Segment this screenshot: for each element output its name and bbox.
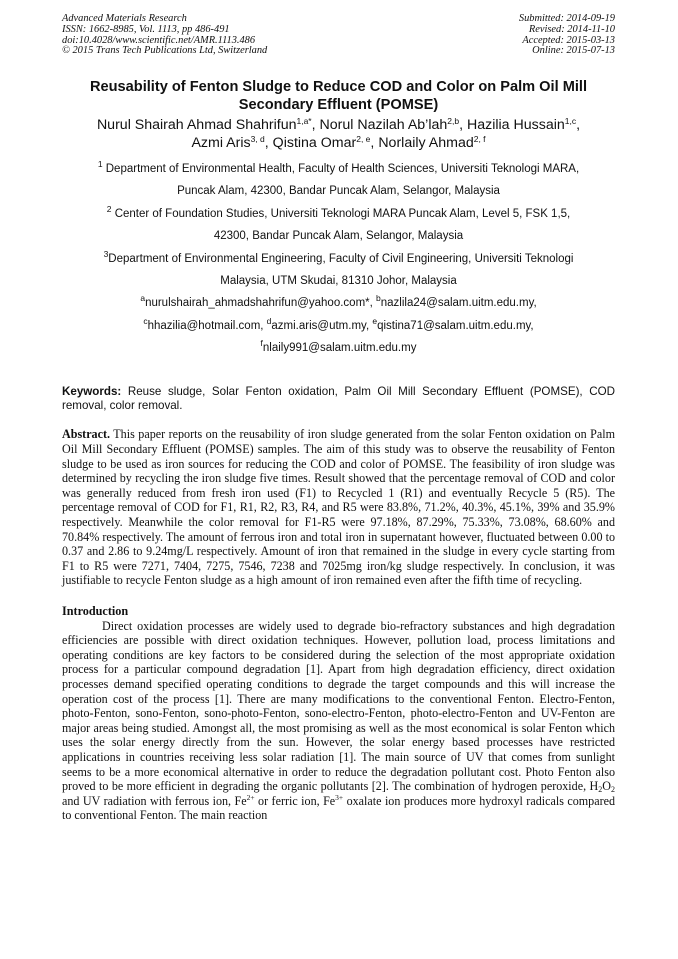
email-line: $^a$nurulshairah_ahmadshahrifun@yahoo.com*, $^b$nazlila24@salam.uitm.edu.my,: [140, 293, 537, 310]
author-sup: 3, d: [250, 134, 265, 144]
email-sup: e: [372, 315, 378, 326]
intro-text: or ferric ion, Fe: [254, 793, 336, 808]
journal-info: [62, 14, 267, 57]
affiliation-line: 42300, Bandar Puncak Alam, Selangor, Malaysia: [213, 230, 464, 243]
submitted-date: Submitted: 2014-09-19: [518, 13, 615, 24]
author-sup: 1,a*: [296, 116, 312, 126]
email-list: [62, 292, 615, 359]
affiliation-text: Department of Environmental Engineering, Faculty of Civil Engineering, Universiti Teknologi: [108, 252, 574, 265]
affiliation-line: [62, 203, 615, 225]
intro-text: oxalate ion produces more hydroxyl radicals compared to conventional Fenton. The main reaction: [62, 793, 616, 823]
affiliation-1: [62, 158, 615, 203]
accepted-date: Accepted: 2015-03-13: [522, 34, 615, 46]
author-name: Nurul Shairah Ahmad Shahrifun: [96, 117, 297, 133]
email-a: nurulshairah_ahmadshahrifun@yahoo.com*: [145, 297, 370, 310]
paper-title: [62, 78, 615, 114]
issn-line: ISSN: 1662-8985, Vol. 1113, pp 486-491: [62, 23, 230, 35]
keywords-text: Reuse sludge, Solar Fenton oxidation, Palm Oil Mill Secondary Effluent (POMSE), COD removal, color removal.: [62, 384, 615, 413]
abstract-section: [62, 427, 615, 588]
journal-name: Advanced Materials Research: [62, 13, 187, 24]
author-line: Nurul Shairah Ahmad Shahrifun$^{1,a*}$, Norul Nazilah Ab’lah$^{2,b}$, Hazilia Hussain$^{1,c}$,: [96, 116, 581, 133]
affiliation-line: [62, 248, 615, 270]
email-d: azmi.aris@utm.my: [271, 319, 366, 332]
doi-line: doi:10.4028/www.scientific.net/AMR.1113.486: [62, 34, 256, 46]
author-name: Hazilia Hussain: [466, 117, 565, 133]
author-line: Azmi Aris$^{3, d}$, Qistina Omar$^{2, e}$, Norlaily Ahmad$^{2, f}$: [191, 134, 486, 151]
email-b: nazlila24@salam.uitm.edu.my: [380, 297, 534, 310]
author-list: [62, 116, 615, 152]
email-f: nlaily991@salam.uitm.edu.my: [262, 342, 417, 355]
copyright-line: © 2015 Trans Tech Publications Ltd, Switzerland: [62, 45, 268, 57]
affiliation-3: [62, 248, 615, 293]
abstract-text: This paper reports on the reusability of iron sludge generated from the solar Fenton oxidation on Palm Oil Mill Secondary Effluent (POMSE) samples. The aim of this study was to observe the reusability of Fenton sludge to be used as iron sources for reducing the COD and color of POMSE. The feasibility of iron sludge was determined by recycling the iron sludge five times. Result showed that the percentage removal of COD and color was generally reduced from fresh iron used (F1) to Recycled 1 (R1) and eventually Recycle 5 (R5). The percentage removal of COD for F1, R1, R2, R3, R4, and R5 were 83.8%, 71.2%, 40.3%, 45.1%, 39% and 35.9% respectively. Meanwhile the color removal for F1-R5 were 97.18%, 87.29%, 75.33%, 73.08%, 68.60% and 70.84% respectively. The amount of ferrous iron and total iron in supernatant however, fluctuated between 0.00 to 0.37 and 2.86 to 9.24mg/L respectively. Amount of iron that remained in the sludge in every cycle starting from F1 to R5 were 7271, 7404, 7275, 7546, 7238 and 7025mg iron/kg sludge respectively. In conclusion, it was justifiable to recycle Fenton sludge as a high amount of iron remained even after the fifth time of recycling.: [62, 427, 615, 588]
affiliation-line: Malaysia, UTM Skudai, 81310 Johor, Malaysia: [220, 275, 457, 288]
email-sup: f: [260, 338, 263, 349]
email-c: hhazilia@hotmail.com: [147, 319, 261, 332]
email-sup: c: [143, 315, 148, 326]
author-sup: 1,c: [564, 116, 577, 126]
affiliation-line: [62, 158, 615, 180]
email-e: qistina71@salam.uitm.edu.my: [377, 319, 531, 332]
affiliation-2: [62, 203, 615, 248]
journal-header: [62, 14, 615, 66]
paper-page: [62, 14, 615, 823]
title-line: Secondary Effluent (POMSE): [238, 97, 439, 113]
email-sup: b: [376, 293, 381, 304]
email-sup: a: [140, 293, 146, 304]
affiliation-sup: 1: [97, 159, 103, 169]
revised-date: Revised: 2014-11-10: [528, 23, 615, 35]
sub-2: 2: [598, 785, 603, 795]
sup-3plus: 3+: [335, 792, 344, 802]
email-line: $^c$hhazilia@hotmail.com, $^d$azmi.aris@utm.my, $^e$qistina71@salam.uitm.edu.my,: [143, 315, 534, 332]
author-name: Azmi Aris: [191, 135, 251, 151]
online-date: Online: 2015-07-13: [532, 45, 615, 57]
author-name: Norlaily Ahmad: [378, 135, 474, 151]
author-sup: 2,b: [447, 116, 460, 126]
sup-2plus: 2+: [246, 792, 255, 802]
affiliation-text: Center of Foundation Studies, Universiti Teknologi MARA Puncak Alam, Level 5, FSK 1,5,: [114, 207, 571, 220]
keywords-section: [62, 385, 615, 414]
keywords-label: Keywords:: [62, 384, 122, 398]
intro-text: O: [602, 779, 611, 794]
affiliation-sup: 2: [106, 203, 112, 214]
affiliation-text: Department of Environmental Health, Faculty of Health Sciences, Universiti Teknologi MARA,: [105, 163, 580, 175]
publication-dates: [519, 14, 615, 57]
author-sup: 2, e: [356, 134, 371, 144]
email-sup: d: [266, 315, 272, 326]
introduction-paragraph: [62, 619, 615, 823]
introduction-heading: Introduction: [62, 604, 129, 618]
title-line: Reusability of Fenton Sludge to Reduce COD and Color on Palm Oil Mill: [89, 79, 588, 95]
email-line: [62, 337, 615, 359]
author-sup: 2, f: [473, 134, 486, 144]
intro-text: and UV radiation with ferrous ion, Fe: [62, 793, 247, 808]
author-name: Norul Nazilah Ab’lah: [319, 117, 448, 133]
affiliation-line: Puncak Alam, 42300, Bandar Puncak Alam, Selangor, Malaysia: [177, 185, 500, 198]
abstract-label: Abstract.: [62, 427, 111, 442]
author-name: Qistina Omar: [272, 135, 357, 151]
sub-2: 2: [611, 785, 615, 795]
intro-text: Direct oxidation processes are widely used to degrade bio-refractory substances and high degradation efficiencies are possible with direct oxidation techniques. However, pollution load, process limitations and operating conditions are key factors to be considered during the selection of the most appropriate oxidation process for a particular compound degradation [1]. Apart from high degradation efficiency, direct oxidation processes demand specified operating conditions to degrade the target compounds and this will increase the operation cost of the process [1]. There are many modifications to the conventional Fenton. Electro-Fenton, photo-Fenton, sono-Fenton, sono-photo-Fenton, sono-electro-Fenton, photo-electro-Fenton and UV-Fenton are major areas being studied. Amongst all, the most promising as well as the most economical is solar Fenton which uses the solar energy directly from the sun. However, the solar energy based processes have restricted applications in countries receiving less solar radiation [1]. The main source of UV that comes from sunlight seems to be a more economical alternative in order to reduce the degradation pollutant cost. Photo Fenton also proved to be more efficient in degrading the organic pollutants [2]. The combination of hydrogen peroxide, H: [62, 618, 615, 794]
affiliation-sup: 3: [103, 248, 109, 259]
